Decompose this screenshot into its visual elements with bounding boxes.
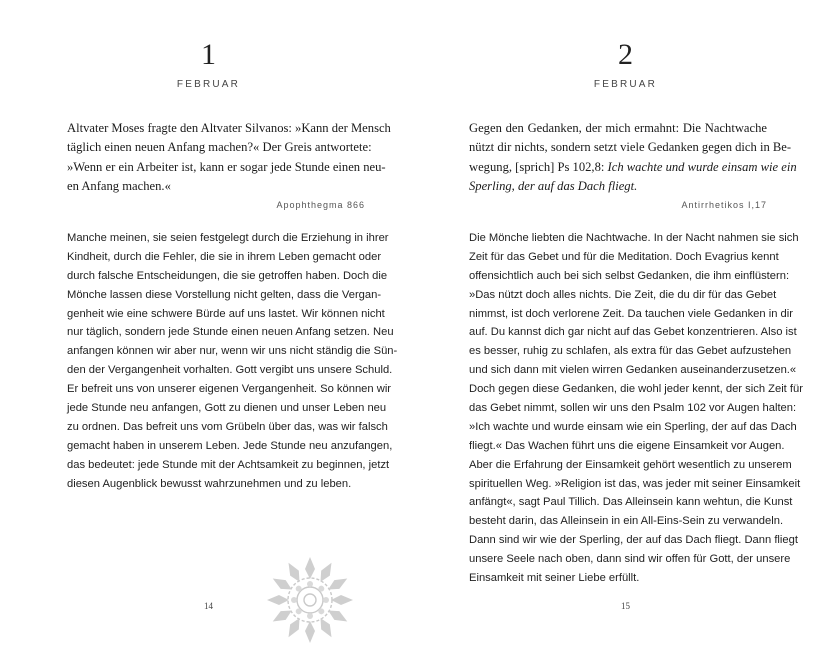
quote-italic: Ich wachte und wurde einsam wie ein — [607, 159, 797, 174]
quote-block — [469, 119, 797, 211]
body-line: Kindheit, durch die Fehler, die sie in ihrem Leben gemacht oder — [67, 250, 382, 263]
body-line: das Gebet nimmt, sollen wir uns den Psalm 102 vor Augen halten: — [469, 402, 797, 415]
quote-source: Antirrhetikos I,17 — [681, 200, 767, 211]
body-line: besteht darin, das Alleinsein in ein All-Eins-Sein zu verwandeln. — [469, 515, 784, 528]
body-line: »Das nützt doch alles nichts. Die Zeit, die du dir für das Gebet — [469, 288, 777, 301]
body-line: durch falsche Entscheidungen, die sie getroffen haben. Doch die — [67, 269, 388, 282]
mandala-ornament-icon — [265, 555, 355, 645]
body-line: anfängt«, sagt Paul Tillich. Das Alleinsein kann wehtun, die Kunst — [469, 496, 793, 509]
body-text — [67, 229, 398, 493]
body-line: diesen Augenblick bewusst wahrzunehmen und zu leben. — [67, 477, 352, 490]
quote-line: Altvater Moses fragte den Altvater Silvanos: »Kann der Mensch — [67, 121, 391, 135]
left-page — [0, 0, 417, 640]
body-line: fliegt.« Das Wachen führt uns die eigene Einsamkeit vor Augen. — [469, 439, 785, 452]
quote-line: »Wenn er ein Arbeiter ist, kann er sogar jede Stunde einen neu- — [67, 159, 386, 174]
body-line: offensichtlich auch bei sich selbst Gedanken, die ihm einflüstern: — [469, 269, 790, 282]
quote-italic: Sperling, der auf das Dach fliegt. — [469, 178, 638, 193]
body-line: Zeit für das Gebet und für die Meditation. Doch Evagrius kennt — [469, 250, 779, 263]
body-line: auf. Du kannst dich gar nicht auf das Gebet konzentrieren. Also ist — [469, 326, 797, 339]
body-line: das bedeutet: jede Stunde mit der Achtsamkeit zu beginnen, jetzt — [67, 458, 390, 471]
day-number: 2 — [618, 38, 633, 71]
page-number: 14 — [204, 601, 213, 611]
day-number: 1 — [201, 38, 216, 71]
body-text — [469, 229, 803, 588]
quote-line: en Anfang machen.« — [67, 178, 171, 193]
quote-line — [469, 177, 767, 196]
body-line: Einsamkeit mit seiner Liebe erfüllt. — [469, 572, 640, 585]
right-page — [417, 0, 834, 640]
body-line: nur täglich, sondern jede Stunde einen neuen Anfang setzen. Neu — [67, 326, 394, 339]
body-line: spirituellen Weg. »Religion ist das, was jeder mit seiner Einsamkeit — [469, 477, 801, 490]
body-line: Er befreit uns von unserer eigenen Vergangenheit. So können wir — [67, 383, 392, 396]
quote-source: Apophthegma 866 — [276, 200, 365, 211]
body-line: Manche meinen, sie seien festgelegt durch die Erziehung in ihrer — [67, 232, 389, 244]
quote-block — [67, 119, 391, 211]
month-label: FEBRUAR — [593, 79, 658, 90]
quote-line: nützt dir nichts, sondern setzt viele Gedanken gegen dich in Be- — [469, 140, 792, 155]
body-line: Dann sind wir wie der Sperling, der auf das Dach fliegt. Dann fliegt — [469, 534, 798, 547]
body-line: anfangen können wir aber nur, wenn wir uns nicht ständig die Sün- — [67, 345, 398, 358]
quote-line — [469, 158, 797, 177]
body-line: es besser, ruhig zu schlafen, als extra für das Gebet aufzustehen — [469, 345, 792, 358]
body-line: und sich dann mit vielen wirren Gedanken auseinanderzusetzen.« — [469, 364, 797, 377]
body-line: zu ordnen. Das befreit uns vom Grübeln über das, was wir falsch — [67, 420, 388, 433]
body-line: jede Stunde neu anfangen, Gott zu dienen und unser Leben neu — [67, 402, 387, 415]
body-line: nimmst, ist doch verlorene Zeit. Da tauchen viele Gedanken in dir — [469, 307, 793, 320]
body-line: Doch gegen diese Gedanken, die wohl jeder kennt, der sich Zeit für — [469, 383, 803, 396]
body-line: Die Mönche liebten die Nachtwache. In der Nacht nahmen sie sich — [469, 232, 799, 244]
body-line: unsere Seele nach oben, dann sind wir offen für Gott, der unsere — [469, 553, 791, 566]
body-line: Mönche lassen diese Vorstellung nicht gelten, dass die Vergan- — [67, 288, 382, 301]
month-label: FEBRUAR — [176, 79, 241, 90]
body-line: den der Vergangenheit vorhalten. Gott vergibt uns unsere Schuld. — [67, 364, 393, 377]
quote-line: täglich einen neuen Anfang machen?« Der Greis antwortete: — [67, 140, 372, 155]
body-line: genheit wie eine schwere Bürde auf uns lastet. Wir können nicht — [67, 307, 385, 320]
quote-line: Gegen den Gedanken, der mich ermahnt: Die Nachtwache — [469, 121, 767, 135]
body-line: Aber die Erfahrung der Einsamkeit gehört wesentlich zu unserem — [469, 458, 792, 471]
quote-line-text: wegung, [sprich] Ps 102,8: — [469, 159, 605, 174]
page-number: 15 — [621, 601, 630, 611]
body-line: gemacht haben in unserem Leben. Jede Stunde neu anzufangen, — [67, 439, 393, 452]
body-line: »Ich wachte und wurde einsam wie ein Sperling, der auf das Dach — [469, 420, 797, 433]
